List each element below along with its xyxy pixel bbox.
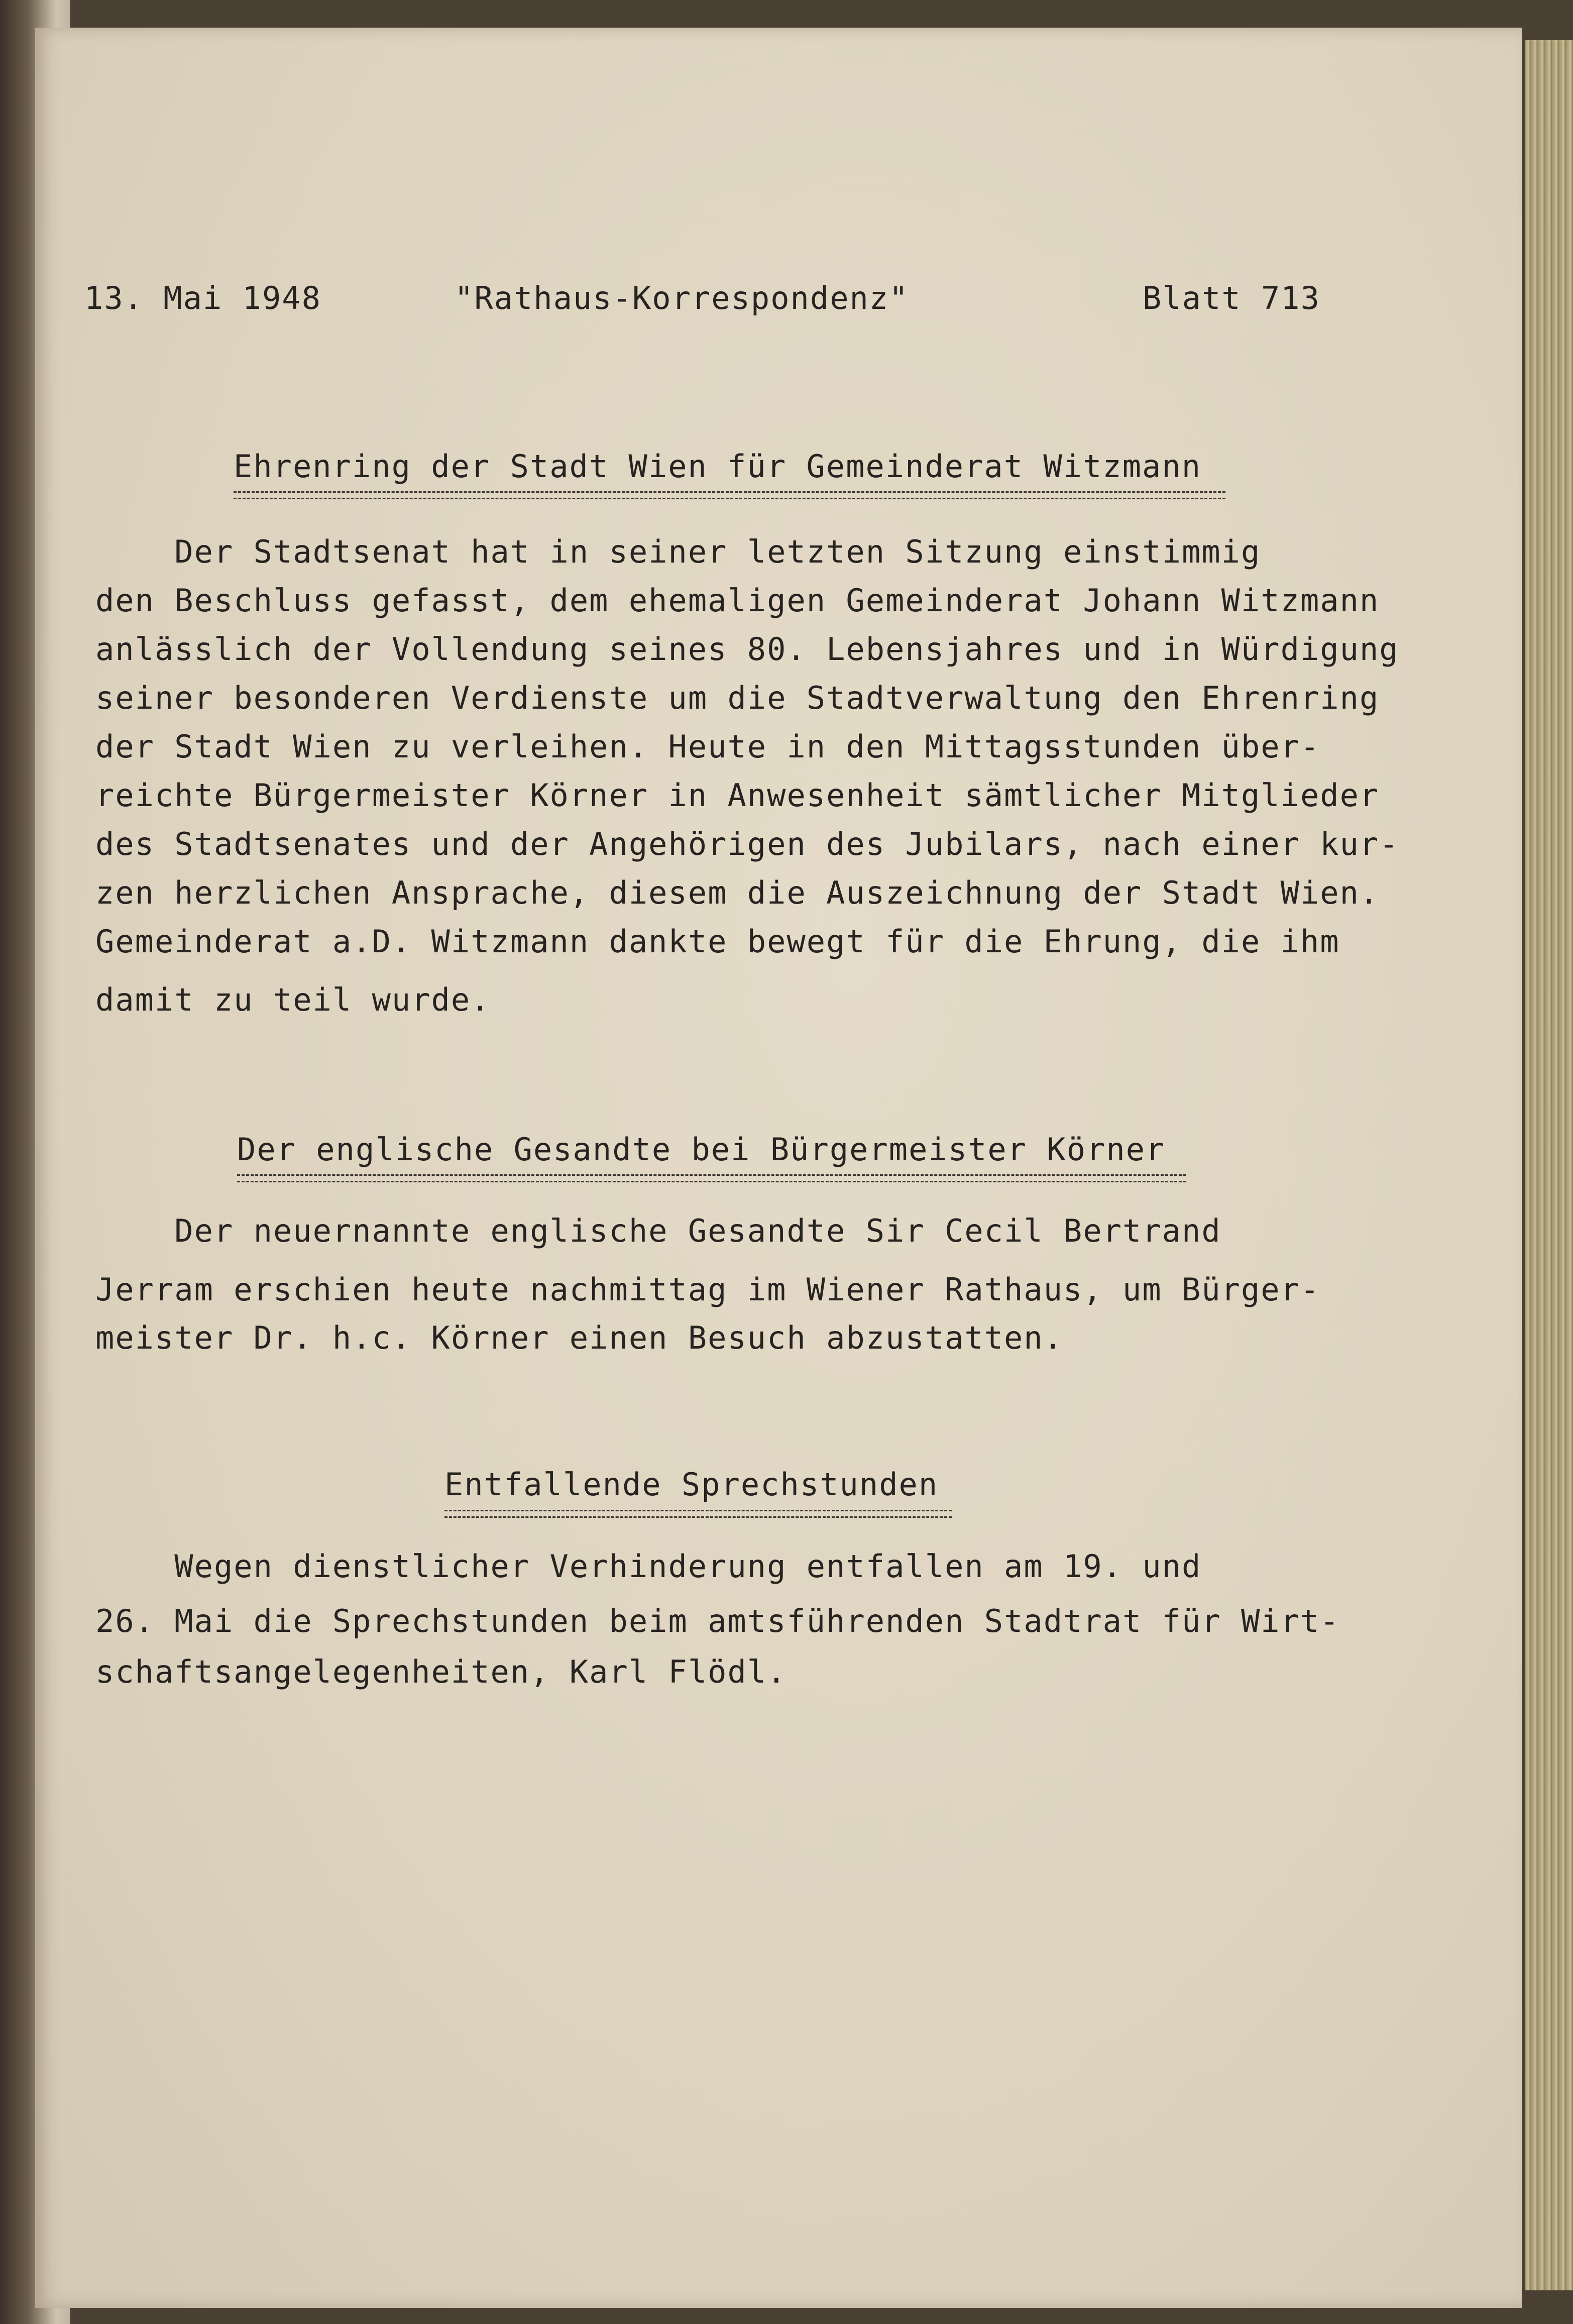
- page-stack-edge: [1525, 40, 1573, 2290]
- article-3-line: Wegen dienstlicher Verhinderung entfallen am 19. und: [95, 1548, 1202, 1585]
- article-1-line: der Stadt Wien zu verleihen. Heute in den Mittagsstunden über-: [95, 728, 1320, 765]
- article-1-line: den Beschluss gefasst, dem ehemaligen Gemeinderat Johann Witzmann: [95, 582, 1380, 619]
- article-1-line: seiner besonderen Verdienste um die Stadtverwaltung den Ehrenring: [95, 680, 1380, 716]
- article-1-heading-rule: [234, 491, 1225, 499]
- article-2-heading-rule: [237, 1174, 1186, 1182]
- article-1-line: Gemeinderat a.D. Witzmann dankte bewegt für die Ehrung, die ihm: [95, 923, 1340, 960]
- article-2-line: meister Dr. h.c. Körner einen Besuch abzustatten.: [95, 1319, 1064, 1356]
- article-1-line: reichte Bürgermeister Körner in Anwesenheit sämtlicher Mitglieder: [95, 777, 1380, 814]
- article-3-heading: Entfallende Sprechstunden: [444, 1466, 939, 1503]
- article-3-line: 26. Mai die Sprechstunden beim amtsführenden Stadtrat für Wirt-: [95, 1603, 1340, 1639]
- article-1-heading: Ehrenring der Stadt Wien für Gemeinderat Witzmann: [234, 448, 1202, 485]
- article-3-line: schaftsangelegenheiten, Karl Flödl.: [95, 1653, 787, 1690]
- article-3-heading-rule: [444, 1510, 952, 1518]
- header-date: 13. Mai 1948: [84, 280, 321, 316]
- document-page: [35, 28, 1522, 2308]
- article-1-line: Der Stadtsenat hat in seiner letzten Sitzung einstimmig: [95, 533, 1261, 570]
- header-publication: "Rathaus-Korrespondenz": [455, 280, 909, 316]
- article-2-heading: Der englische Gesandte bei Bürgermeister Körner: [237, 1131, 1166, 1168]
- article-2-line: Der neuernannte englische Gesandte Sir Cecil Bertrand: [95, 1212, 1221, 1249]
- article-2-line: Jerram erschien heute nachmittag im Wiener Rathaus, um Bürger-: [95, 1271, 1320, 1308]
- article-1-line: zen herzlichen Ansprache, diesem die Auszeichnung der Stadt Wien.: [95, 874, 1380, 911]
- article-1-line: anlässlich der Vollendung seines 80. Lebensjahres und in Würdigung: [95, 631, 1399, 668]
- article-1-line: des Stadtsenates und der Angehörigen des Jubilars, nach einer kur-: [95, 826, 1399, 862]
- article-1-line: damit zu teil wurde.: [95, 981, 491, 1018]
- header-sheet-number: Blatt 713: [1143, 280, 1320, 316]
